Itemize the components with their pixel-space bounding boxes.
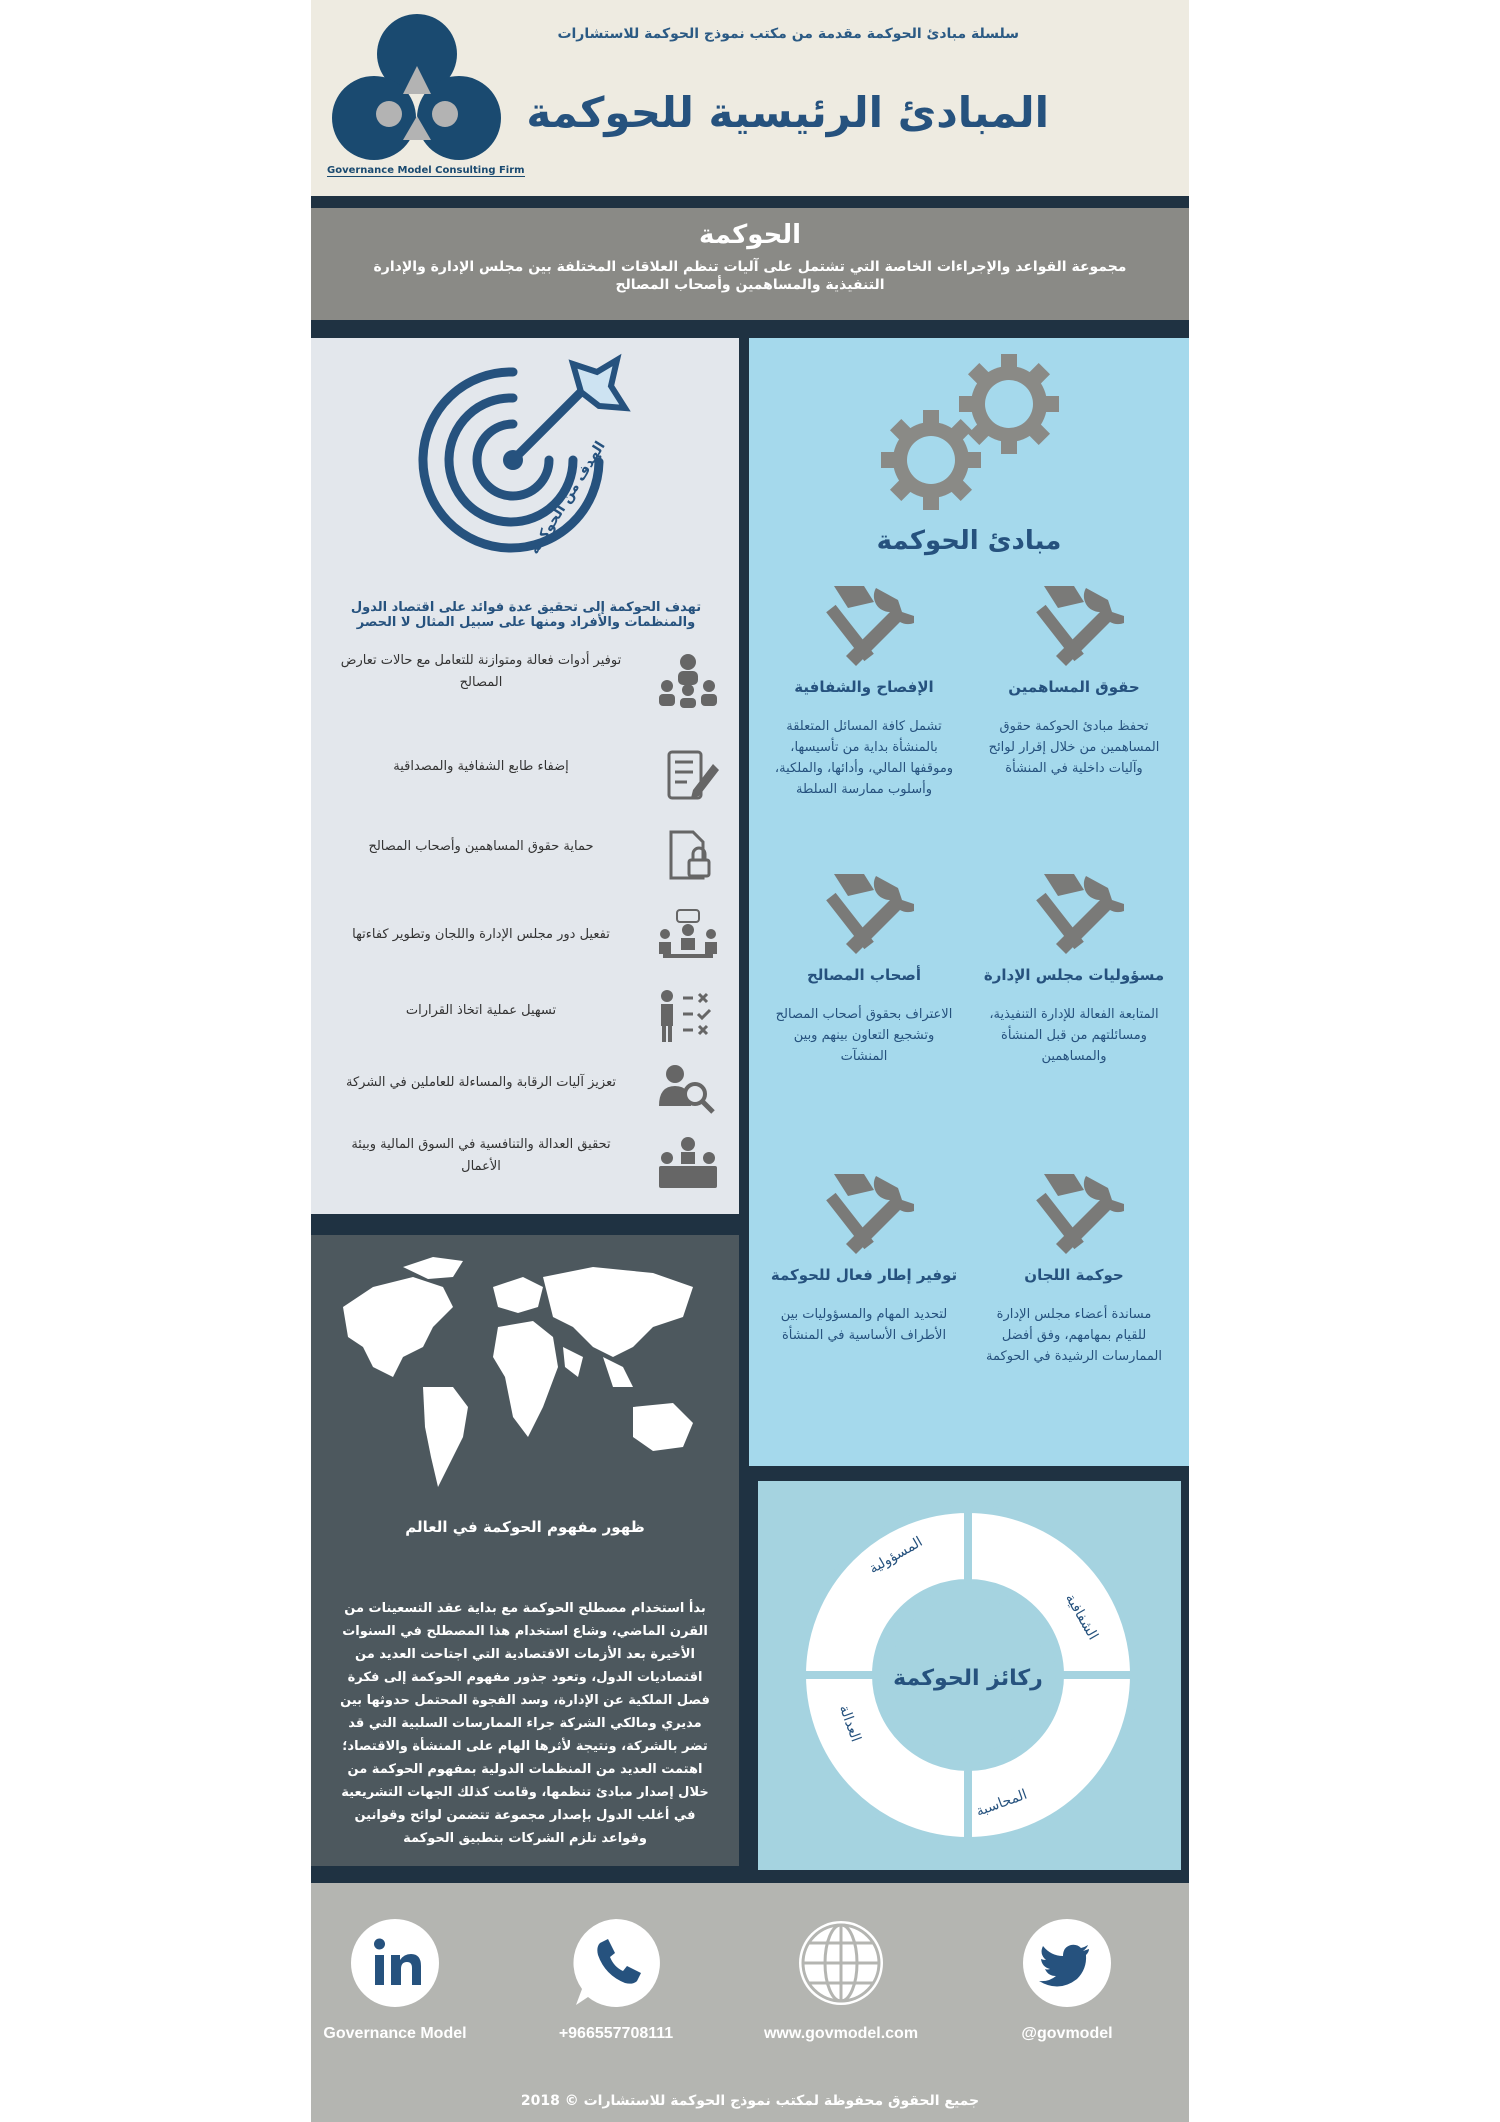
twitter-icon[interactable] xyxy=(1021,1917,1113,2009)
goal-text: تسهيل عملية اتخاذ القرارات xyxy=(405,1003,557,1018)
goals-badge: الهدف من الحوكمة xyxy=(526,438,609,558)
principle-name: توفير إطار فعال للحوكمة xyxy=(770,1266,958,1284)
person-search-icon xyxy=(653,1060,723,1120)
header xyxy=(311,0,1189,196)
goal-item xyxy=(331,1134,731,1194)
team-network-icon xyxy=(653,650,723,710)
contact-label: +966557708111 xyxy=(558,2025,674,2042)
goal-item xyxy=(331,908,731,968)
goals-intro: تهدف الحوكمة إلى تحقيق عدة فوائد على اقتصاد الدول والمنظمات والأفراد ومنها على سبيل المثال لا الحصر xyxy=(350,600,702,630)
world-map-icon xyxy=(333,1247,705,1497)
contact-twitter[interactable] xyxy=(967,1917,1167,2043)
goal-text: حماية حقوق المساهمين وأصحاب المصالح xyxy=(368,839,594,854)
copyright: جميع الحقوق محفوظة لمكتب نموذج الحوكمة للاستشارات © 2018 xyxy=(520,2093,980,2109)
footer xyxy=(311,1883,1189,2122)
pillar-label: العدالة xyxy=(835,1703,864,1745)
definition-title: الحوكمة xyxy=(698,220,802,250)
pillars-panel xyxy=(758,1481,1181,1870)
principle-name: الإفصاح والشفافية xyxy=(794,678,934,696)
decision-checklist-icon xyxy=(653,986,723,1046)
pillars-diagram xyxy=(768,1489,1171,1862)
infographic xyxy=(311,0,1189,2122)
tools-icon xyxy=(814,578,914,668)
world-panel xyxy=(311,1235,739,1866)
tools-icon xyxy=(1024,578,1124,668)
document-pen-icon xyxy=(653,746,723,806)
pillar-label: الشفافية xyxy=(1061,1591,1101,1643)
goal-item xyxy=(331,650,731,710)
definition-text: مجموعة القواعد والإجراءات الخاصة التي تشتمل على آليات تنظم العلاقات المختلفة بين مجلس الإدارة والإدارة التنفيذية والمساهمين وأصحاب المصالح xyxy=(373,259,1127,293)
principle-name: حوكمة اللجان xyxy=(1024,1266,1124,1284)
world-title: ظهور مفهوم الحوكمة في العالم xyxy=(405,1518,645,1536)
audience-icon xyxy=(653,1134,723,1194)
gears-icon xyxy=(869,348,1069,518)
principle-name: أصحاب المصالح xyxy=(806,966,922,984)
principle-card xyxy=(974,578,1174,779)
principle-desc: لتحديد المهام والمسؤوليات بين الأطراف الأساسية في المنشأة xyxy=(780,1307,948,1343)
principles-title: مبادئ الحوكمة xyxy=(876,526,1062,556)
goal-item xyxy=(331,746,731,806)
principle-desc: مساندة أعضاء مجلس الإدارة للقيام بمهامهم، وفق أفضل الممارسات الرشيدة في الحوكمة xyxy=(986,1307,1162,1364)
principles-panel xyxy=(749,338,1189,1466)
principle-card xyxy=(974,1166,1174,1367)
principle-name: مسؤوليات مجلس الإدارة xyxy=(983,966,1165,984)
tools-icon xyxy=(814,1166,914,1256)
pillar-label: المحاسبة xyxy=(973,1786,1030,1820)
goal-text: تفعيل دور مجلس الإدارة واللجان وتطوير كفاءتها xyxy=(352,927,610,942)
principle-card xyxy=(764,578,964,800)
meeting-icon xyxy=(653,908,723,968)
contact-label: www.govmodel.com xyxy=(763,2025,919,2042)
definition-banner xyxy=(311,208,1189,320)
company-logo xyxy=(319,6,509,186)
principle-desc: المتابعة الفعالة للإدارة التنفيذية، ومسائلتهم من قبل المنشأة والمساهمين xyxy=(989,1007,1159,1064)
tools-icon xyxy=(814,866,914,956)
goal-text: تعزيز آليات الرقابة والمساءلة للعاملين في الشركة xyxy=(346,1075,616,1090)
contact-label: Governance Model xyxy=(323,2025,467,2042)
principle-card xyxy=(764,1166,964,1346)
goal-item xyxy=(331,986,731,1046)
goal-text: إضفاء طابع الشفافية والمصداقية xyxy=(393,759,569,774)
pillar-label: المسؤولية xyxy=(866,1533,926,1578)
document-lock-icon xyxy=(653,826,723,886)
globe-icon[interactable] xyxy=(795,1917,887,2009)
goal-text: تحقيق العدالة والتنافسية في السوق المالية وبيئة الأعمال xyxy=(351,1137,611,1174)
contact-phone[interactable] xyxy=(516,1917,716,2043)
logo-caption: Governance Model Consulting Firm xyxy=(327,165,525,176)
world-text: بدأ استخدام مصطلح الحوكمة مع بداية عقد التسعينات من القرن الماضي، وشاع استخدام هذا المصطلح في السنوات الأخيرة بعد الأزمات الاقتصادية التي اجتاحت العديد من اقتصاديات الدول، وتعود جذور مفهوم الحوكمة إلى فكرة فصل الملكية عن الإدارة، وسد الفجوة المحتمل حدوثها بين مديري ومالكي الشركة جراء الممارسات السلبية التي قد تضر بالشركة، ونتيجة لأثرها الهام على المنشأة والاقتصاد؛ اهتمت العديد من المنظمات الدولية بمفهوم الحوكمة من خلال إصدار مبادئ تنظمها، وقامت كذلك الجهات التشريعية في أغلب الدول بإصدار مجموعة تتضمن لوائح وقوانين وقواعد تلزم الشركات بتطبيق الحوكمة xyxy=(340,1601,710,1846)
principle-card xyxy=(974,866,1174,1067)
principle-name: حقوق المساهمين xyxy=(1008,678,1140,696)
goal-item xyxy=(331,826,731,886)
target-icon xyxy=(403,350,633,570)
tools-icon xyxy=(1024,1166,1124,1256)
linkedin-icon[interactable] xyxy=(349,1917,441,2009)
contact-website[interactable] xyxy=(741,1917,941,2043)
goal-item xyxy=(331,1060,731,1120)
contact-label: @govmodel xyxy=(1021,2025,1113,2042)
tools-icon xyxy=(1024,866,1124,956)
contact-linkedin[interactable] xyxy=(295,1917,495,2043)
principle-desc: تحفظ مبادئ الحوكمة حقوق المساهمين من خلال إقرار لوائح وآليات داخلية في المنشأة xyxy=(988,719,1160,776)
principle-card xyxy=(764,866,964,1067)
phone-icon[interactable] xyxy=(570,1917,662,2009)
principle-desc: الاعتراف بحقوق أصحاب المصالح وتشجيع التعاون بينهم وبين المنشآت xyxy=(775,1007,953,1064)
pillars-center-label: ركائز الحوكمة xyxy=(893,1666,1043,1691)
goals-panel xyxy=(311,338,739,1214)
goal-text: توفير أدوات فعالة ومتوازنة للتعامل مع حالات تعارض المصالح xyxy=(340,653,622,690)
series-subtitle: سلسلة مبادئ الحوكمة مقدمة من مكتب نموذج الحوكمة للاستشارات xyxy=(557,26,1019,42)
principle-desc: تشمل كافة المسائل المتعلقة بالمنشأة بداية من تأسيسها، وموقفها المالي، وأدائها، والملكية، وأسلوب ممارسة السلطة xyxy=(774,719,954,797)
page-title: المبادئ الرئيسية للحوكمة xyxy=(526,88,1049,137)
